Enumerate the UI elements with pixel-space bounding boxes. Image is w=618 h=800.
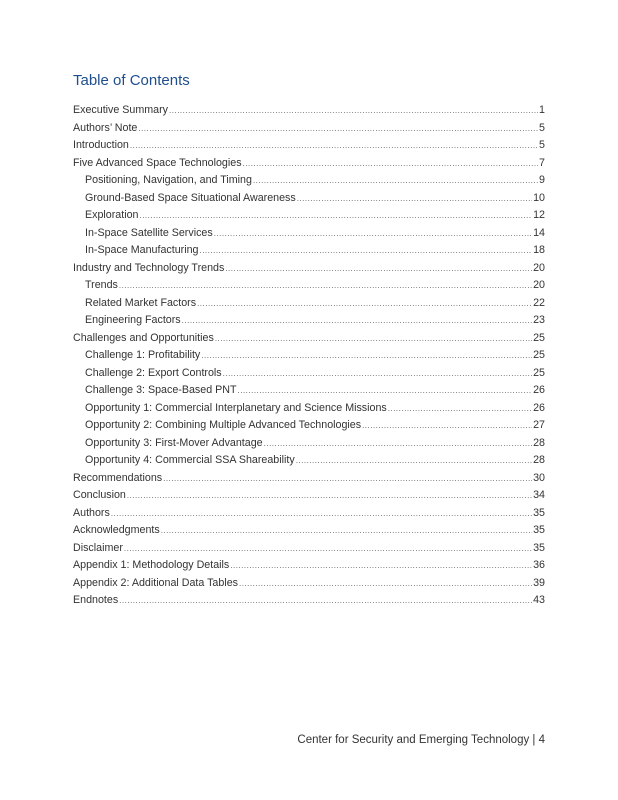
toc-entry-label: Appendix 2: Additional Data Tables bbox=[73, 576, 238, 589]
toc-entry[interactable] bbox=[73, 174, 545, 192]
toc-leader-dots bbox=[138, 124, 538, 133]
toc-entry-label: Opportunity 1: Commercial Interplanetary and Science Missions bbox=[85, 401, 387, 414]
toc-leader-dots bbox=[199, 246, 532, 255]
toc-entry-label: Conclusion bbox=[73, 489, 126, 501]
toc-entry-page-number: 12 bbox=[533, 209, 545, 221]
toc-entry-page-number: 26 bbox=[533, 384, 545, 396]
toc-entry-label: Disclaimer bbox=[73, 541, 123, 554]
toc-entry-page-number: 30 bbox=[533, 471, 545, 484]
toc-entry[interactable] bbox=[73, 419, 545, 437]
toc-leader-dots bbox=[243, 159, 539, 168]
toc-leader-dots bbox=[264, 439, 532, 448]
toc-entry-page-number: 7 bbox=[539, 156, 545, 169]
toc-leader-dots bbox=[201, 351, 532, 360]
toc-leader-dots bbox=[182, 316, 532, 325]
toc-entry-label: Challenge 1: Profitability bbox=[85, 349, 201, 361]
toc-title: Table of Contents bbox=[73, 72, 190, 89]
toc-entry-page-number: 34 bbox=[533, 489, 545, 501]
toc-entry[interactable] bbox=[73, 524, 545, 542]
toc-entry[interactable] bbox=[73, 332, 545, 350]
toc-leader-dots bbox=[139, 211, 532, 220]
toc-entry-page-number: 22 bbox=[533, 296, 545, 309]
toc-entry-page-number: 20 bbox=[533, 261, 545, 274]
toc-entry[interactable] bbox=[73, 262, 545, 280]
toc-entry-label: Challenge 2: Export Controls bbox=[85, 366, 222, 379]
toc-leader-dots bbox=[230, 561, 532, 570]
toc-entry[interactable] bbox=[73, 297, 545, 315]
toc-entry-label: In-Space Manufacturing bbox=[85, 244, 199, 256]
toc-entry[interactable] bbox=[73, 367, 545, 385]
toc-entry-page-number: 35 bbox=[533, 541, 545, 554]
toc-leader-dots bbox=[197, 299, 532, 308]
toc-entry-label: Positioning, Navigation, and Timing bbox=[85, 174, 252, 186]
toc-entry-label: Acknowledgments bbox=[73, 524, 160, 536]
toc-leader-dots bbox=[119, 281, 532, 290]
toc-entry-label: Recommendations bbox=[73, 471, 163, 484]
toc-entry-label: Authors’ Note bbox=[73, 121, 138, 134]
toc-leader-dots bbox=[253, 176, 538, 185]
toc-leader-dots bbox=[124, 544, 532, 553]
toc-entry-label: Trends bbox=[85, 279, 118, 291]
toc-entry-label: Related Market Factors bbox=[85, 296, 197, 309]
toc-entry-page-number: 18 bbox=[533, 244, 545, 256]
toc-entry-label: In-Space Satellite Services bbox=[85, 226, 213, 239]
toc-leader-dots bbox=[223, 369, 532, 378]
toc-entry-page-number: 39 bbox=[533, 576, 545, 589]
toc-leader-dots bbox=[163, 474, 532, 483]
toc-entry-label: Appendix 1: Methodology Details bbox=[73, 559, 230, 571]
toc-entry-label: Challenge 3: Space-Based PNT bbox=[85, 384, 237, 396]
toc-entry[interactable] bbox=[73, 384, 545, 402]
toc-entry-page-number: 28 bbox=[533, 436, 545, 449]
toc-entry[interactable] bbox=[73, 314, 545, 332]
toc-entry[interactable] bbox=[73, 542, 545, 560]
toc-entry[interactable] bbox=[73, 227, 545, 245]
toc-entry[interactable] bbox=[73, 209, 545, 227]
toc-leader-dots bbox=[130, 141, 538, 150]
toc-entry-page-number: 23 bbox=[533, 314, 545, 326]
toc-leader-dots bbox=[119, 596, 532, 605]
toc-leader-dots bbox=[225, 264, 532, 273]
toc-entry[interactable] bbox=[73, 437, 545, 455]
toc-entry-page-number: 25 bbox=[533, 366, 545, 379]
toc-entry-page-number: 20 bbox=[533, 279, 545, 291]
toc-entry-label: Industry and Technology Trends bbox=[73, 261, 225, 274]
toc-entry[interactable] bbox=[73, 454, 545, 472]
toc-leader-dots bbox=[214, 229, 532, 238]
toc-entry-page-number: 35 bbox=[533, 506, 545, 519]
toc-entry-page-number: 5 bbox=[539, 121, 545, 134]
toc-entry-label: Opportunity 2: Combining Multiple Advanced Technologies bbox=[85, 419, 362, 431]
toc-entry-label: Exploration bbox=[85, 209, 139, 221]
toc-entry-page-number: 35 bbox=[533, 524, 545, 536]
toc-entry-page-number: 1 bbox=[539, 104, 545, 116]
toc-list bbox=[73, 104, 545, 612]
toc-entry-page-number: 25 bbox=[533, 331, 545, 344]
toc-entry[interactable] bbox=[73, 349, 545, 367]
toc-entry[interactable] bbox=[73, 192, 545, 210]
toc-entry-label: Executive Summary bbox=[73, 104, 169, 116]
toc-leader-dots bbox=[169, 106, 538, 115]
toc-entry-label: Opportunity 4: Commercial SSA Shareability bbox=[85, 454, 295, 466]
toc-leader-dots bbox=[127, 491, 532, 500]
toc-entry-page-number: 28 bbox=[533, 454, 545, 466]
toc-entry[interactable] bbox=[73, 122, 545, 140]
toc-entry[interactable] bbox=[73, 244, 545, 262]
toc-entry[interactable] bbox=[73, 139, 545, 157]
toc-leader-dots bbox=[297, 194, 532, 203]
toc-entry-page-number: 14 bbox=[533, 226, 545, 239]
toc-entry[interactable] bbox=[73, 489, 545, 507]
toc-entry[interactable] bbox=[73, 507, 545, 525]
toc-leader-dots bbox=[296, 456, 532, 465]
toc-entry-label: Endnotes bbox=[73, 594, 119, 606]
toc-leader-dots bbox=[238, 386, 533, 395]
toc-entry-page-number: 36 bbox=[533, 559, 545, 571]
toc-entry-page-number: 27 bbox=[533, 419, 545, 431]
toc-leader-dots bbox=[362, 421, 532, 430]
toc-leader-dots bbox=[161, 526, 532, 535]
toc-entry[interactable] bbox=[73, 577, 545, 595]
toc-entry[interactable] bbox=[73, 104, 545, 122]
toc-entry-label: Engineering Factors bbox=[85, 314, 181, 326]
toc-entry-label: Ground-Based Space Situational Awareness bbox=[85, 191, 296, 204]
toc-entry[interactable] bbox=[73, 594, 545, 612]
toc-entry[interactable] bbox=[73, 279, 545, 297]
toc-entry[interactable] bbox=[73, 157, 545, 175]
toc-entry-label: Five Advanced Space Technologies bbox=[73, 156, 242, 169]
page-footer: Center for Security and Emerging Technology | 4 bbox=[297, 734, 545, 746]
toc-entry[interactable] bbox=[73, 402, 545, 420]
toc-entry-page-number: 9 bbox=[539, 174, 545, 186]
toc-entry-page-number: 10 bbox=[533, 191, 545, 204]
toc-entry-page-number: 5 bbox=[539, 139, 545, 151]
toc-entry-page-number: 43 bbox=[533, 594, 545, 606]
toc-leader-dots bbox=[388, 404, 532, 413]
toc-entry-label: Challenges and Opportunities bbox=[73, 331, 214, 344]
toc-leader-dots bbox=[111, 509, 532, 518]
toc-entry-label: Opportunity 3: First-Mover Advantage bbox=[85, 436, 263, 449]
toc-entry-label: Introduction bbox=[73, 139, 129, 151]
toc-entry[interactable] bbox=[73, 472, 545, 490]
toc-entry[interactable] bbox=[73, 559, 545, 577]
toc-leader-dots bbox=[215, 334, 532, 343]
toc-entry-page-number: 26 bbox=[533, 401, 545, 414]
toc-entry-label: Authors bbox=[73, 506, 110, 519]
toc-entry-page-number: 25 bbox=[533, 349, 545, 361]
toc-leader-dots bbox=[239, 579, 532, 588]
